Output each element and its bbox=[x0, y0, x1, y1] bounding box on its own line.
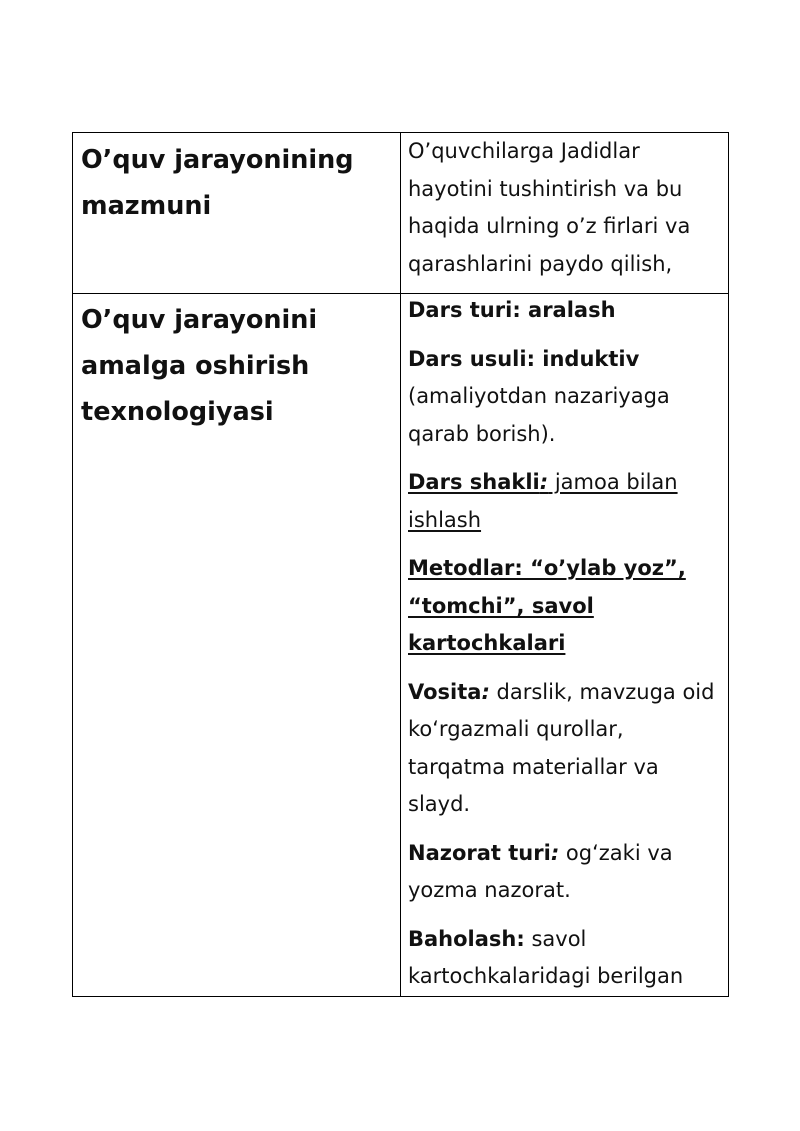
dars-shakli-text: jamoa bilan ishlash bbox=[408, 470, 678, 532]
metodlar: Metodlar: “o’ylab yoz”, “tomchi”, savol kartochkalari bbox=[408, 556, 686, 655]
baholash-label: Baholash: bbox=[408, 926, 525, 951]
dars-shakli-colon: : bbox=[539, 470, 549, 494]
vosita bbox=[401, 674, 728, 824]
baholash bbox=[401, 921, 728, 996]
nazorat-colon: : bbox=[550, 840, 560, 865]
nazorat-label: Nazorat turi bbox=[408, 840, 551, 865]
lesson-table bbox=[72, 132, 729, 997]
nazorat-turi bbox=[401, 835, 728, 910]
row-label: O’quv jarayonining mazmuni bbox=[81, 145, 354, 221]
vosita-colon: : bbox=[481, 679, 490, 704]
dars-usuli-text: (amaliyotdan nazariyaga qarab borish). bbox=[408, 384, 670, 446]
dars-usuli bbox=[401, 341, 728, 454]
table-row bbox=[73, 133, 729, 294]
row-label-cell bbox=[73, 133, 401, 294]
table-row bbox=[73, 294, 729, 997]
vosita-text: darslik, mavzuga oid koʻrgazmali qurollar, tarqatma materiallar va slayd. bbox=[408, 679, 715, 816]
row-label: O’quv jarayonini amalga oshirish texnologiyasi bbox=[81, 305, 318, 427]
vosita-label: Vosita bbox=[408, 679, 482, 704]
content-text: O’quvchilarga Jadidlar hayotini tushintirish va bu haqida ulrning o’z firlari va qarashlarini paydo qilish, bbox=[408, 139, 691, 276]
dars-shakli bbox=[401, 464, 728, 539]
row-content-cell bbox=[401, 133, 729, 294]
row-label-cell bbox=[73, 294, 401, 997]
dars-turi: Dars turi: aralash bbox=[408, 298, 616, 322]
row-content-cell bbox=[401, 294, 729, 997]
baholash-text: savol kartochkalaridagi berilgan bbox=[408, 926, 684, 988]
nazorat-text: ogʻzaki va yozma nazorat. bbox=[408, 840, 673, 902]
dars-shakli-label: Dars shakli bbox=[408, 470, 540, 494]
dars-usuli-label: Dars usuli: induktiv bbox=[408, 346, 640, 371]
